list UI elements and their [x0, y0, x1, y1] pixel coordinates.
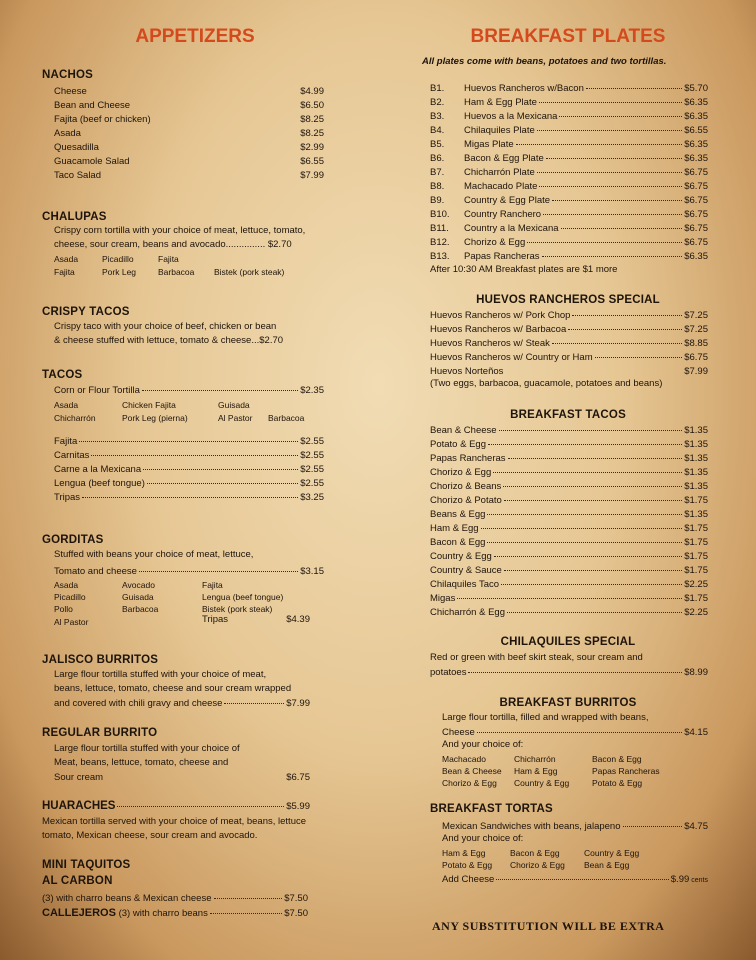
regular-desc: Meat, beans, lettuce, tomato, cheese and: [54, 757, 229, 768]
menu-row: Country & Sauce $1.75: [430, 565, 708, 576]
menu-row: Carne a la Mexicana $2.55: [54, 464, 324, 475]
option: Fajita: [54, 267, 75, 277]
huaraches-desc: Mexican tortilla served with your choice of meat, beans, lettuce: [42, 816, 307, 827]
menu-row: B7. Chicharrón Plate $6.75: [430, 167, 708, 178]
option: Potato & Egg: [442, 860, 493, 870]
plates-note: All plates come with beans, potatoes and two tortillas.: [422, 56, 667, 67]
menu-row: Chilaquiles Taco $2.25: [430, 579, 708, 590]
option: Chicharrón: [54, 413, 96, 423]
menu-row: CALLEJEROS (3) with charro beans $7.50: [42, 907, 308, 919]
breakfast-tortas-heading: BREAKFAST TORTAS: [430, 803, 553, 815]
huevos-note: (Two eggs, barbacoa, guacamole, potatoes and beans): [430, 378, 663, 389]
menu-row: and covered with chili gravy and cheese $7.99: [54, 698, 310, 709]
after-note: After 10:30 AM Breakfast plates are $1 more: [430, 264, 618, 275]
option: Bean & Cheese: [442, 766, 502, 776]
chalupas-desc: Crispy corn tortilla with your choice of meat, lettuce, tomato,: [54, 225, 306, 236]
option: Chicharrón: [514, 754, 556, 764]
menu-row: Huevos Rancheros w/ Country or Ham $6.75: [430, 352, 708, 363]
menu-row: Huevos Rancheros w/ Steak $8.85: [430, 338, 708, 349]
menu-row: Tripas $3.25: [54, 492, 324, 503]
menu-row: B9. Country & Egg Plate $6.75: [430, 195, 708, 206]
breakfast-burritos-heading: BREAKFAST BURRITOS: [499, 697, 637, 709]
option: Guisada: [122, 592, 154, 602]
menu-row: B11. Country a la Mexicana $6.75: [430, 223, 708, 234]
menu-row: B5. Migas Plate $6.35: [430, 139, 708, 150]
menu-row: Country & Egg $1.75: [430, 551, 708, 562]
menu-row: B2. Ham & Egg Plate $6.35: [430, 97, 708, 108]
huaraches-desc: tomato, Mexican cheese, sour cream and avocado.: [42, 830, 258, 841]
tacos-heading: TACOS: [42, 369, 83, 381]
menu-row: Huevos Rancheros w/ Pork Chop $7.25: [430, 310, 708, 321]
option: Bistek (pork steak): [214, 267, 285, 277]
option: Barbacoa: [268, 413, 305, 423]
option: Country & Egg: [584, 848, 640, 858]
menu-row: Migas $1.75: [430, 593, 708, 604]
huaraches-row: HUARACHES $5.99: [42, 800, 310, 812]
jalisco-desc: Large flour tortilla stuffed with your choice of meat,: [54, 669, 267, 680]
menu-row: B13. Papas Rancheras $6.35: [430, 251, 708, 262]
breakfast-title: BREAKFAST PLATES: [470, 26, 666, 47]
chalupas-desc-price: cheese, sour cream, beans and avocado............... $2.70: [54, 239, 292, 250]
menu-row: Beans & Egg $1.35: [430, 509, 708, 520]
option: Bean & Egg: [584, 860, 630, 870]
option: Chorizo & Egg: [442, 778, 497, 788]
menu-row: B1. Huevos Rancheros w/Bacon $5.70: [430, 83, 708, 94]
option: Chorizo & Egg: [510, 860, 565, 870]
chalupas-heading: CHALUPAS: [42, 211, 107, 223]
menu-row: Chorizo & Egg $1.35: [430, 467, 708, 478]
menu-row: Fajita $2.55: [54, 436, 324, 447]
option: Asada: [54, 400, 79, 410]
menu-row: Papas Rancheras $1.35: [430, 453, 708, 464]
option: Bistek (pork steak): [202, 604, 273, 614]
burritos-desc: Large flour tortilla, filled and wrapped with beans,: [442, 712, 649, 723]
option: Al Pastor: [218, 413, 253, 423]
option: Pork Leg (pierna): [122, 413, 188, 423]
option: Picadillo: [54, 592, 86, 602]
menu-row: Bacon & Egg $1.75: [430, 537, 708, 548]
option: Asada: [54, 254, 79, 264]
substitution-notice: ANY SUBSTITUTION WILL BE EXTRA: [432, 919, 665, 933]
option: Fajita: [202, 580, 223, 590]
option: Ham & Egg: [442, 848, 486, 858]
option: Picadillo: [102, 254, 134, 264]
mini-taquitos-heading: MINI TAQUITOS: [42, 859, 131, 871]
option: Machacado: [442, 754, 486, 764]
chilaquiles-desc: Red or green with beef skirt steak, sour cream and: [430, 652, 643, 663]
option: Barbacoa: [122, 604, 159, 614]
menu-row: Fajita (beef or chicken) $8.25: [54, 114, 324, 125]
menu-row: Quesadilla $2.99: [54, 142, 324, 153]
menu-row: B6. Bacon & Egg Plate $6.35: [430, 153, 708, 164]
option: Papas Rancheras: [592, 766, 660, 776]
tortas-choice: And your choice of:: [442, 833, 524, 844]
option: Bacon & Egg: [592, 754, 642, 764]
option: Fajita: [158, 254, 179, 264]
menu-row: Chorizo & Beans $1.35: [430, 481, 708, 492]
nachos-heading: NACHOS: [42, 69, 94, 81]
menu-row: Tripas $4.39: [202, 614, 310, 625]
appetizers-title: APPETIZERS: [135, 26, 255, 47]
menu-row: Taco Salad $7.99: [54, 170, 324, 181]
menu-row: B12. Chorizo & Egg $6.75: [430, 237, 708, 248]
menu-row: B4. Chilaquiles Plate $6.55: [430, 125, 708, 136]
menu-row: Add Cheese $.99 cents: [442, 874, 708, 885]
huevos-special-heading: HUEVOS RANCHEROS SPECIAL: [476, 294, 660, 306]
menu-row: Sour cream $6.75: [54, 772, 310, 783]
menu-row: Chicharrón & Egg $2.25: [430, 607, 708, 618]
menu-row: Corn or Flour Tortilla $2.35: [54, 385, 324, 396]
crispy-desc: Crispy taco with your choice of beef, chicken or bean: [54, 321, 277, 332]
option: Avocado: [122, 580, 155, 590]
option: Barbacoa: [158, 267, 195, 277]
crispy-tacos-heading: CRISPY TACOS: [42, 306, 130, 318]
menu-row: Mexican Sandwiches with beans, jalapeno $4.75: [442, 821, 708, 832]
option: Pollo: [54, 604, 73, 614]
menu-row: B8. Machacado Plate $6.75: [430, 181, 708, 192]
option: Bacon & Egg: [510, 848, 560, 858]
crispy-desc-price: & cheese stuffed with lettuce, tomato & cheese...$2.70: [54, 335, 284, 346]
al-carbon-heading: AL CARBON: [42, 875, 113, 887]
menu-row: Huevos Rancheros w/ Barbacoa $7.25: [430, 324, 708, 335]
option: Guisada: [218, 400, 250, 410]
menu-row: Asada $8.25: [54, 128, 324, 139]
jalisco-heading: JALISCO BURRITOS: [42, 654, 159, 666]
menu-row: Carnitas $2.55: [54, 450, 324, 461]
option: Asada: [54, 580, 79, 590]
menu-row: (3) with charro beans & Mexican cheese $7.50: [42, 893, 308, 904]
jalisco-desc: beans, lettuce, tomato, cheese and sour cream wrapped: [54, 683, 292, 694]
option: Potato & Egg: [592, 778, 643, 788]
menu-row: Huevos Norteños $7.99: [430, 366, 708, 377]
menu-row: Guacamole Salad $6.55: [54, 156, 324, 167]
menu-row: Lengua (beef tongue) $2.55: [54, 478, 324, 489]
regular-burrito-heading: REGULAR BURRITO: [42, 727, 158, 739]
burritos-choice: And your choice of:: [442, 739, 524, 750]
menu-row: Cheese $4.99: [54, 86, 324, 97]
option: Lengua (beef tongue): [202, 592, 284, 602]
menu-row: Chorizo & Potato $1.75: [430, 495, 708, 506]
menu-row: Tomato and cheese $3.15: [54, 566, 324, 577]
menu-row: B3. Huevos a la Mexicana $6.35: [430, 111, 708, 122]
gorditas-desc: Stuffed with beans your choice of meat, lettuce,: [54, 549, 254, 560]
menu-row: potatoes $8.99: [430, 667, 708, 678]
gorditas-heading: GORDITAS: [42, 534, 104, 546]
menu-row: B10. Country Ranchero $6.75: [430, 209, 708, 220]
menu-row: Cheese $4.15: [442, 727, 708, 738]
menu-row: Bean and Cheese $6.50: [54, 100, 324, 111]
regular-desc: Large flour tortilla stuffed with your choice of: [54, 743, 240, 754]
breakfast-tacos-heading: BREAKFAST TACOS: [510, 409, 626, 421]
menu-row: Bean & Cheese $1.35: [430, 425, 708, 436]
option: Al Pastor: [54, 617, 89, 627]
menu-row: Ham & Egg $1.75: [430, 523, 708, 534]
option: Country & Egg: [514, 778, 570, 788]
option: Ham & Egg: [514, 766, 558, 776]
menu-row: Potato & Egg $1.35: [430, 439, 708, 450]
chilaquiles-heading: CHILAQUILES SPECIAL: [500, 636, 636, 648]
option: Pork Leg: [102, 267, 137, 277]
option: Chicken Fajita: [122, 400, 176, 410]
